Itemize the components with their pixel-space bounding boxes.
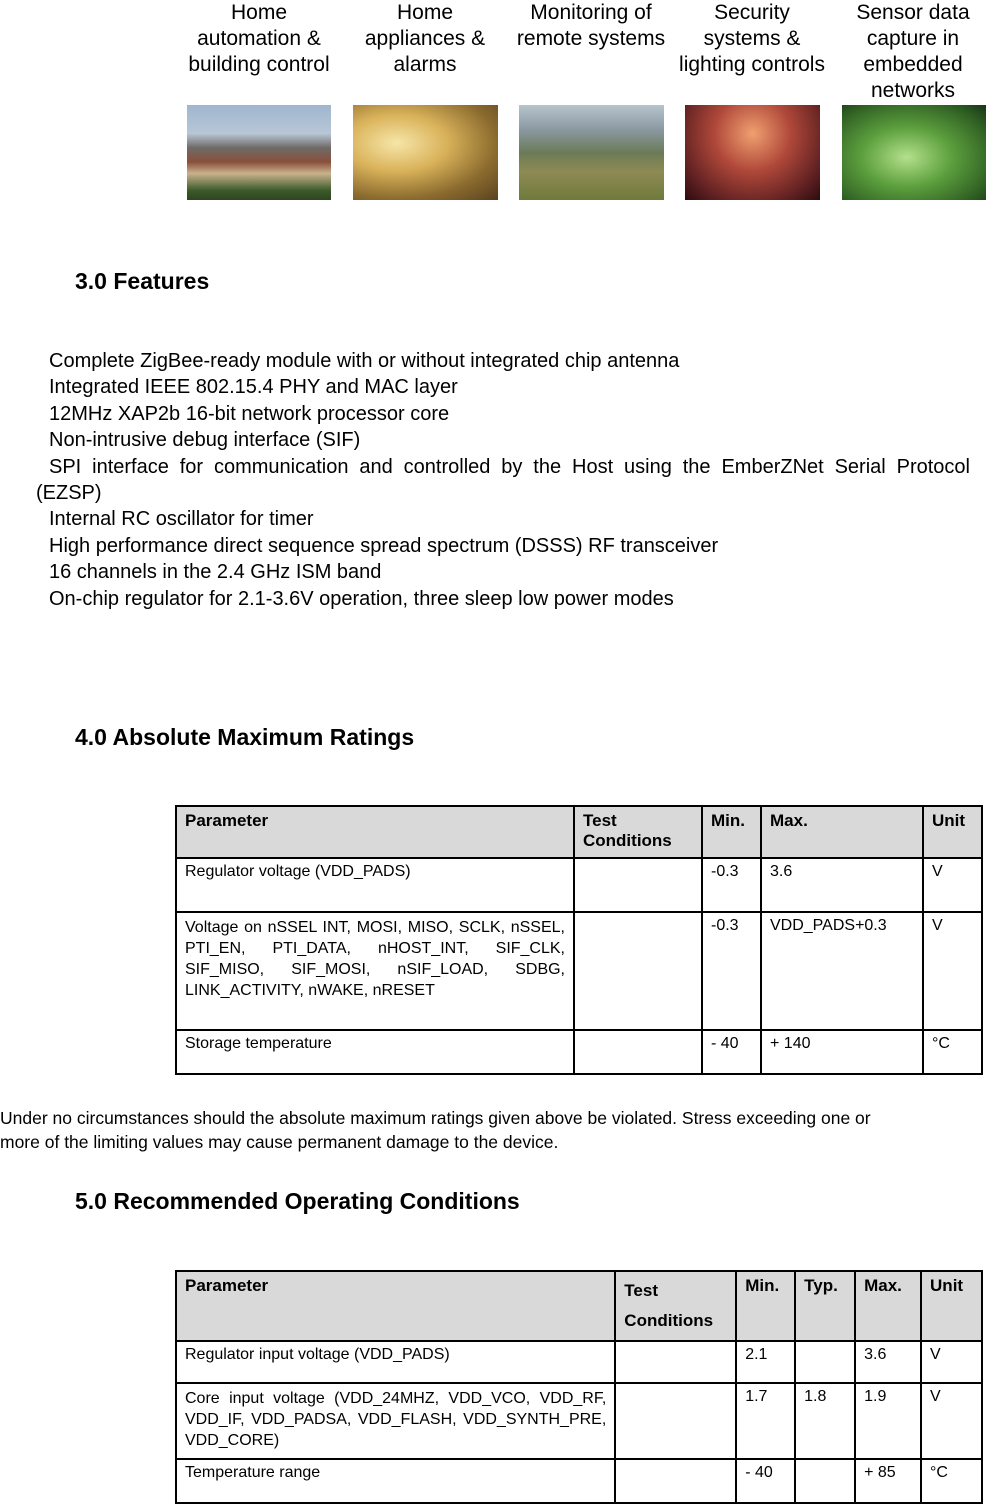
col-header-parameter: Parameter [176,806,574,858]
cell-min: - 40 [702,1030,761,1074]
cell-unit: V [921,1383,982,1459]
col-header-typ: Typ. [795,1271,855,1341]
ratings-note: Under no circumstances should the absolute maximum ratings given above be violated. Stress exceeding one or more of the limiting values may cause permanent damage to the device. [0,1108,871,1152]
app-label-home-automation: Home automation & building control [188,1,330,76]
feature-item: 16 channels in the 2.4 GHz ISM band [49,561,382,584]
cell-unit: °C [923,1030,982,1074]
col-header-max: Max. [855,1271,921,1341]
feature-item: Complete ZigBee-ready module with or without integrated chip antenna [49,350,680,372]
app-label-home-appliances: Home appliances & alarms [364,1,486,76]
cell-unit: V [921,1341,982,1383]
col-header-unit: Unit [921,1271,982,1341]
cell-test-conditions [574,1030,702,1074]
col-header-max: Max. [761,806,923,858]
features-list [36,348,970,612]
city-houses-photo [187,105,331,200]
abs-max-table [175,805,983,1075]
cell-parameter: Storage temperature [176,1030,574,1074]
table-header-row [176,806,982,858]
cell-typ [795,1341,855,1383]
cell-max: + 85 [855,1459,921,1503]
cell-min: 1.7 [736,1383,795,1459]
table-row [176,1383,982,1459]
cell-test-conditions [574,912,702,1030]
table-row [176,1341,982,1383]
industrial-valve-photo [842,105,986,200]
feature-item: High performance direct sequence spread spectrum (DSSS) RF transceiver [49,534,719,557]
app-label-remote-monitoring: Monitoring of remote systems [516,1,666,50]
col-header-min: Min. [736,1271,795,1341]
table-row [176,1030,982,1074]
cell-test-conditions [615,1341,736,1383]
cell-typ [795,1459,855,1503]
cell-typ: 1.8 [795,1383,855,1459]
feature-item: Internal RC oscillator for timer [49,508,314,531]
feature-item: SPI interface for communication and controlled by the Host using the EmberZNet Serial Protocol (EZSP) [36,455,970,505]
cell-min: - 40 [736,1459,795,1503]
table-row [176,858,982,912]
cell-parameter: Regulator input voltage (VDD_PADS) [176,1341,615,1383]
col-header-min: Min. [702,806,761,858]
living-room-photo [353,105,498,200]
pipeline-landscape-photo [519,105,664,200]
col-header-test-conditions: Test Conditions [574,806,702,858]
rec-op-table [175,1270,983,1504]
cell-test-conditions [615,1383,736,1459]
table-header-row [176,1271,982,1341]
cell-max: 3.6 [855,1341,921,1383]
table-row [176,912,982,1030]
feature-item: On-chip regulator for 2.1-3.6V operation, three sleep low power modes [49,587,674,610]
cell-min: 2.1 [736,1341,795,1383]
col-header-unit: Unit [923,806,982,858]
cell-parameter: Temperature range [176,1459,615,1503]
cell-unit: V [923,858,982,912]
cell-parameter: Regulator voltage (VDD_PADS) [176,858,574,912]
app-label-security-lighting: Security systems & lighting controls [679,1,825,76]
col-header-parameter: Parameter [176,1271,615,1341]
cell-unit: V [923,912,982,1030]
lighting-hall-photo [685,105,820,200]
feature-item: 12MHz XAP2b 16-bit network processor core [49,402,450,425]
cell-min: -0.3 [702,912,761,1030]
cell-max: 3.6 [761,858,923,912]
features-heading: 3.0 Features [75,268,210,294]
cell-min: -0.3 [702,858,761,912]
cell-parameter: Voltage on nSSEL INT, MOSI, MISO, SCLK, nSSEL, PTI_EN, PTI_DATA, nHOST_INT, SIF_CLK, SIF_MISO, SIF_MOSI, nSIF_LOAD, SDBG, LINK_ACTIVITY, nWAKE, nRESET [176,912,574,1030]
cell-unit: °C [921,1459,982,1503]
col-header-test-conditions: Test Conditions [615,1271,736,1341]
table-row [176,1459,982,1503]
cell-test-conditions [574,858,702,912]
cell-max: VDD_PADS+0.3 [761,912,923,1030]
cell-test-conditions [615,1459,736,1503]
cell-parameter: Core input voltage (VDD_24MHZ, VDD_VCO, VDD_RF, VDD_IF, VDD_PADSA, VDD_FLASH, VDD_SYNTH_PRE, VDD_CORE) [176,1383,615,1459]
feature-item: Non-intrusive debug interface (SIF) [49,429,361,452]
abs-max-heading: 4.0 Absolute Maximum Ratings [75,724,415,750]
feature-item: Integrated IEEE 802.15.4 PHY and MAC layer [49,376,458,399]
app-label-sensor-networks: Sensor data capture in embedded networks [856,1,970,102]
rec-op-heading: 5.0 Recommended Operating Conditions [75,1188,520,1214]
cell-max: 1.9 [855,1383,921,1459]
cell-max: + 140 [761,1030,923,1074]
